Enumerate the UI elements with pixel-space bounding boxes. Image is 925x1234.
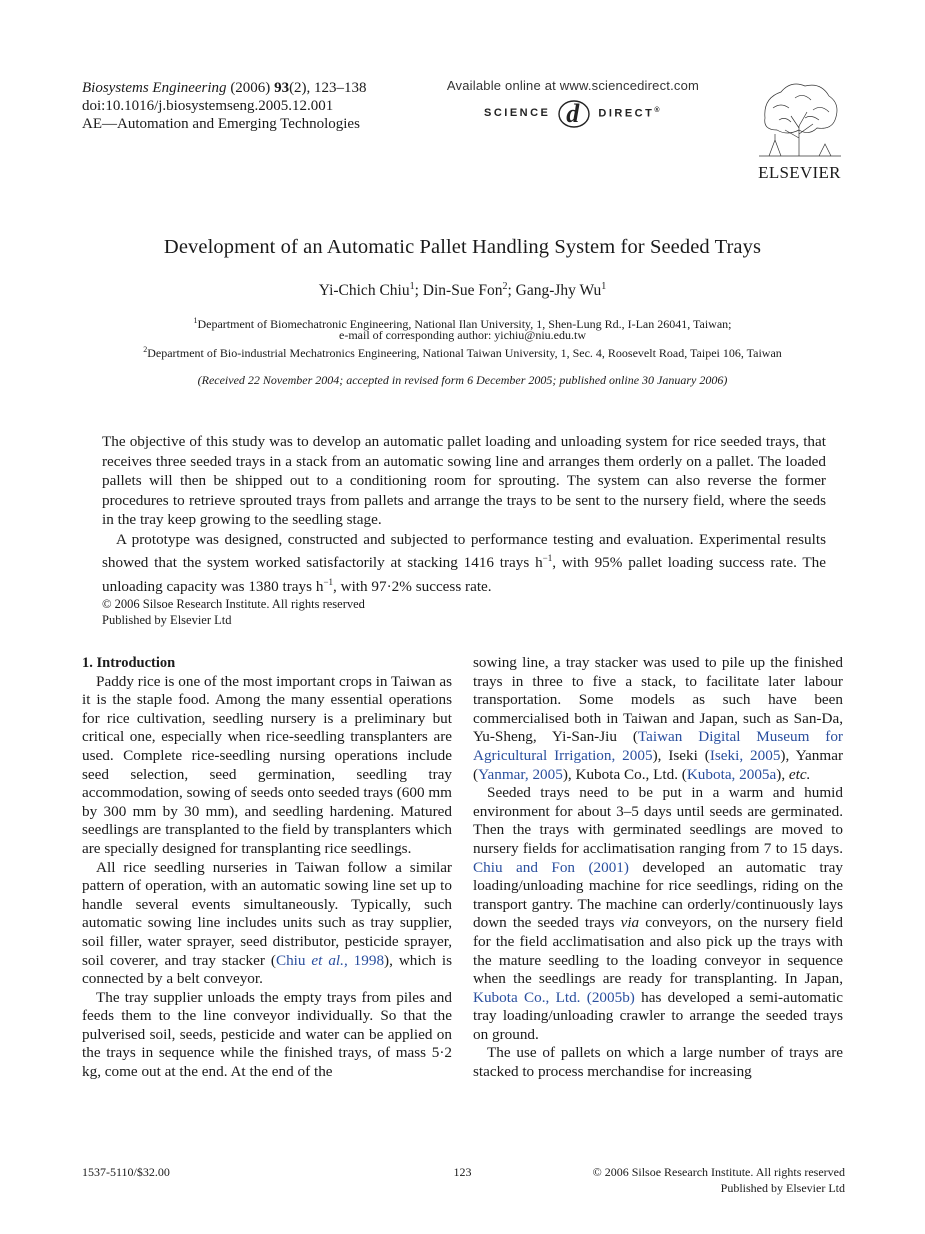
journal-section: AE—Automation and Emerging Technologies xyxy=(82,116,360,132)
footer-copyright-block xyxy=(593,1165,845,1196)
issn-price: 1537-5110/$32.00 xyxy=(82,1165,170,1179)
abstract-text: , with 97·2% success rate. xyxy=(333,577,492,595)
affiliation-mark: 1 xyxy=(193,316,198,325)
abstract-paragraph-1: The objective of this study was to develop an automatic pallet loading and unloading system for rice seeded trays, that receives three seeded trays in a stack from an automatic sowing line and arranges them orderly on a pallet. The loaded pallets will then be shipped out to a conditioning room for sprouting. The system can also reverse the former procedures to retrieve sprouted trays from pallets and arrange the trays to be sent to the nursery field, where the seeds in the tray keep growing to the seedling stage. xyxy=(102,433,826,528)
body-paragraph xyxy=(473,784,843,1044)
journal-volume: 93 xyxy=(274,80,290,96)
body-paragraph xyxy=(473,654,843,784)
doi[interactable]: doi:10.1016/j.biosystemseng.2005.12.001 xyxy=(82,98,334,114)
body-paragraph: The tray supplier unloads the empty trays from piles and feeds them to the line conveyor individually. So that the pulverised soil, seeds, pesticide and water can be applied on the trays in sequence while the finished trays, of mass 5·2 kg, come out at the end. At the end of the xyxy=(82,988,452,1081)
left-column xyxy=(82,654,452,1082)
body-paragraph: Paddy rice is one of the most important crops in Taiwan as it is the staple food. Among the many essential operations for rice cultivation, seedling nursery is a preliminary but critical one, especially when rice-seedling transplanters are used. Complete rice-seedling nursing operations include seed selection, seed germination, seedling tray accommodation, sowing of seeds onto seeded trays (600 mm by 300 mm by 30 mm), and seedling hardening. Matured seedlings are transplanted to the field by transplanters which are specially designed for transplanting rice seedlings. xyxy=(82,672,452,857)
journal-reference xyxy=(82,79,422,97)
author-separator: ; xyxy=(414,282,423,300)
author-name: Din-Sue Fon xyxy=(422,282,503,300)
abstract xyxy=(102,432,826,628)
sd-left-word: SCIENCE xyxy=(483,107,551,119)
sd-right-word xyxy=(598,107,662,120)
body-text: ), Iseki ( xyxy=(652,746,710,764)
body-text: ), Kubota Co., Ltd. ( xyxy=(562,765,687,783)
registered-mark: ® xyxy=(654,106,663,114)
author-name: Gang-Jhy Wu xyxy=(515,282,602,300)
article-title: Development of an Automatic Pallet Handling System for Seeded Trays xyxy=(163,236,762,258)
footer-publisher: Published by Elsevier Ltd xyxy=(720,1180,845,1195)
affiliation-2 xyxy=(0,342,925,361)
citation-link[interactable]: Yanmar, 2005 xyxy=(478,765,563,783)
body-text: All rice seedling nurseries in Taiwan follow a similar pattern of operation, with an automatic sowing line set up to handle several events simultaneously. Typically, such automatic sowing line includes units such as tray supplier, soil filler, water sprayer, seed distributor, pesticide sprayer, soil coverer, and tray stacker ( xyxy=(82,858,452,969)
citation-link[interactable]: Iseki, 2005 xyxy=(709,746,781,764)
citation-link[interactable]: Kubota, 2005a xyxy=(686,765,777,783)
affiliation-1-text: Department of Biomechatronic Engineering, National Ilan University, 1, Shen-Lung Rd., I-Lan 26041, Taiwan; xyxy=(197,317,732,331)
journal-name: Biosystems Engineering xyxy=(82,80,227,96)
corresponding-email[interactable]: e-mail of corresponding author: yichiu@niu.edu.tw xyxy=(339,328,586,342)
body-text: developed an automatic tray loading/unloading machine for rice seedlings, riding on the transport gantry. The machine can orderly/continuously lays down the seeded trays xyxy=(473,858,843,932)
journal-issue-pages: (2), 123–138 xyxy=(289,80,367,96)
citation-link[interactable]: Taiwan Digital Museum for Agricultural Irrigation, 2005 xyxy=(473,728,843,764)
body-text-italic: via xyxy=(620,914,640,932)
affiliation-mark: 2 xyxy=(143,345,148,354)
unit-exponent: −1 xyxy=(323,576,334,587)
body-text: ), xyxy=(776,765,789,783)
abstract-copyright: © 2006 Silsoe Research Institute. All rights reserved xyxy=(102,597,365,612)
sciencedirect-d-icon xyxy=(556,97,592,129)
body-text: ), which is connected by a belt conveyor. xyxy=(82,951,453,988)
right-column xyxy=(473,654,843,1082)
body-text: Seeded trays need to be put in a warm and humid environment for about 3–5 days until seeds are germinated. Then the trays with germinated seedlings are moved to nursery fields for acclimatisation ranging from 7 to 15 days. xyxy=(473,784,843,857)
author-name: Yi-Chich Chiu xyxy=(318,282,410,300)
body-text: conveyors, on the nursery field for the field acclimatisation and also pick up the trays with the mature seedling to the loading conveyor in sequence when the seedlings are ready for transplanting. In Japan, xyxy=(473,914,843,988)
footer-copyright: © 2006 Silsoe Research Institute. All rights reserved xyxy=(592,1165,845,1179)
citation-link[interactable] xyxy=(276,952,384,969)
abstract-publisher: Published by Elsevier Ltd xyxy=(102,613,232,628)
svg-text:d: d xyxy=(566,99,583,128)
body-text-italic: etc. xyxy=(788,765,811,783)
body-paragraph: The use of pallets on which a large number of trays are stacked to process merchandise for increasing xyxy=(473,1044,843,1081)
page-number: 123 xyxy=(453,1165,472,1179)
body-text: has developed a semi-automatic tray loading/unloading crawler to arrange the seeded trays on ground. xyxy=(473,988,843,1043)
sd-right-text: DIRECT xyxy=(598,107,655,120)
section-heading: 1. Introduction xyxy=(82,655,176,671)
available-online-text: Available online at www.sciencedirect.com xyxy=(446,78,700,93)
affiliation-2-text: Department of Bio-industrial Mechatronics Engineering, National Taiwan University, 1, Sec. 4, Roosevelt Road, Taipei 106, Taiwan xyxy=(147,346,782,360)
abstract-text: A prototype was designed, constructed and subjected to performance testing and evaluation. Experimental results showed that the system worked satisfactorily at stacking 1416 trays h xyxy=(102,530,826,572)
body-text: ), Yanmar ( xyxy=(473,746,844,783)
elsevier-wordmark: ELSEVIER xyxy=(758,163,841,182)
body-text: sowing line, a tray stacker was used to pile up the finished trays in three to five a stack, to facilitate later labour transportation. Some models as such have been commercialised both in Taiwan and Japan, such as San-Da, Yu-Sheng, Yi-San-Jiu ( xyxy=(473,654,843,746)
citation-year: , 1998 xyxy=(343,951,385,969)
journal-citation-block xyxy=(82,79,422,133)
citation-link[interactable]: Chiu and Fon (2001) xyxy=(473,858,629,876)
citation-link[interactable]: Kubota Co., Ltd. (2005b) xyxy=(473,988,635,1006)
citation-author: Chiu xyxy=(275,951,306,969)
unit-exponent: −1 xyxy=(542,553,553,563)
journal-year: (2006) xyxy=(230,80,271,96)
body-paragraph xyxy=(82,859,452,989)
elsevier-logo[interactable] xyxy=(752,78,847,183)
received-dates: (Received 22 November 2004; accepted in revised form 6 December 2005; published online 30 January 2006) xyxy=(197,373,728,387)
citation-etal: et al. xyxy=(311,951,344,969)
author-affiliation-mark: 1 xyxy=(409,281,415,292)
author-separator: ; xyxy=(507,282,516,300)
sciencedirect-wordmark xyxy=(438,97,708,129)
author-affiliation-mark: 1 xyxy=(601,281,607,292)
abstract-paragraph-2 xyxy=(102,530,826,597)
author-affiliation-mark: 2 xyxy=(502,281,508,292)
abstract-text: , with 95% pallet loading success rate. The unloading capacity was 1380 trays h xyxy=(102,554,826,595)
author-list xyxy=(0,281,925,300)
sciencedirect-logo[interactable] xyxy=(438,78,708,129)
elsevier-tree-icon xyxy=(755,78,845,158)
